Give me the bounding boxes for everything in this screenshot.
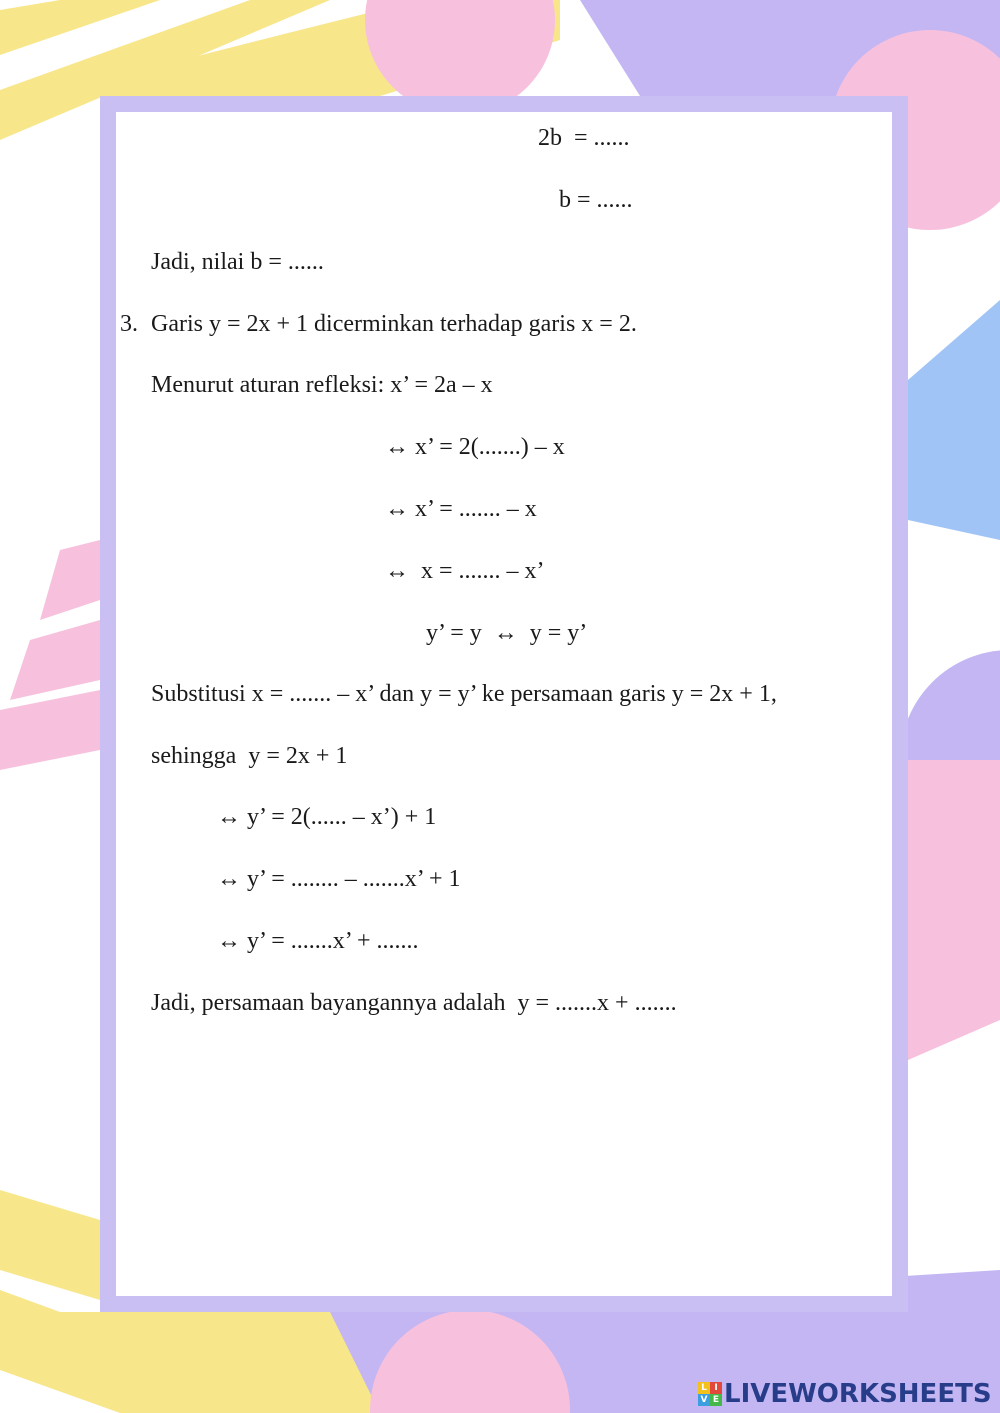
badge-letter-l: L [698, 1382, 710, 1394]
pink-stripe-left-1 [40, 540, 100, 620]
liveworksheets-badge-icon [698, 1382, 722, 1406]
pink-stripe-left-2 [10, 620, 100, 700]
reflection-y: y’ = y ↔ y = y’ [426, 620, 588, 646]
final-answer: Jadi, persamaan bayangannya adalah y = .......x + ....... [151, 990, 677, 1016]
pink-stripe-left-3 [0, 690, 100, 770]
substitution-step-3: ↔ y’ = .......x’ + ....... [217, 928, 419, 954]
conclusion-b: Jadi, nilai b = ...... [151, 249, 324, 275]
substitution-step-1: ↔ y’ = 2(...... – x’) + 1 [217, 804, 437, 830]
pink-wedge-right [908, 760, 1000, 1060]
question-3-statement: Garis y = 2x + 1 dicerminkan terhadap garis x = 2. [151, 311, 637, 337]
substitution-text: Substitusi x = ....... – x’ dan y = y’ ke persamaan garis y = 2x + 1, [151, 681, 777, 707]
equation-2b: 2b = ...... [538, 125, 630, 151]
reflection-step-2: ↔ x’ = ....... – x [385, 496, 537, 522]
reflection-step-3: ↔ x = ....... – x’ [385, 558, 545, 584]
liveworksheets-wordmark: LIVEWORKSHEETS [724, 1379, 992, 1409]
liveworksheets-logo [698, 1378, 992, 1410]
reflection-rule: Menurut aturan refleksi: x’ = 2a – x [151, 372, 493, 398]
equation-b: b = ...... [559, 187, 633, 213]
badge-letter-v: V [698, 1394, 710, 1406]
blue-triangle-right [908, 300, 1000, 540]
substitution-step-2: ↔ y’ = ........ – .......x’ + 1 [217, 866, 461, 892]
question-number-3: 3. [120, 311, 138, 337]
badge-letter-i: I [710, 1382, 722, 1394]
reflection-step-1: ↔ x’ = 2(.......) – x [385, 434, 565, 460]
yellow-stripe-bottom-1 [0, 1190, 100, 1300]
badge-letter-e: E [710, 1394, 722, 1406]
substitution-equation: sehingga y = 2x + 1 [151, 743, 348, 769]
